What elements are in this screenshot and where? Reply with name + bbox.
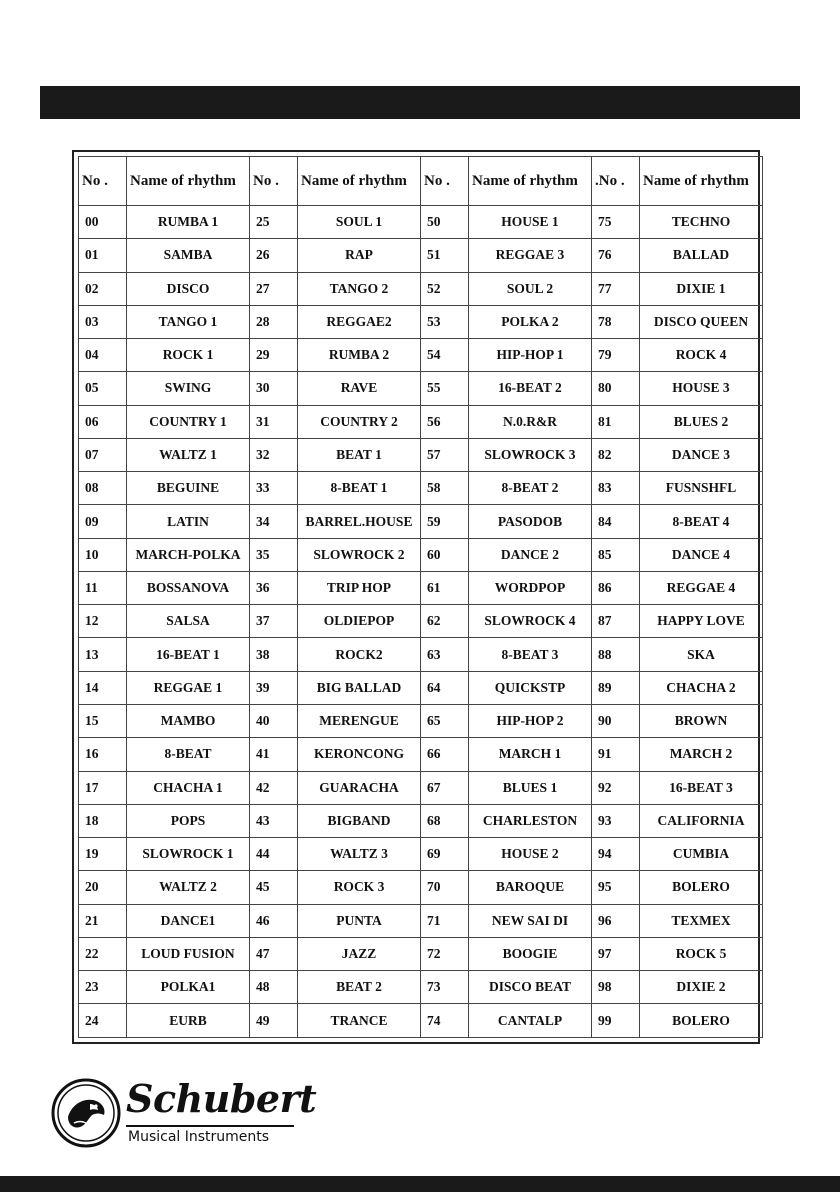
rhythm-number: 85	[592, 538, 640, 571]
rhythm-name: PUNTA	[298, 904, 421, 937]
rhythm-name: WALTZ 1	[127, 438, 250, 471]
rhythm-name: CHARLESTON	[469, 804, 592, 837]
table-row	[79, 438, 763, 471]
header-no: No .	[79, 157, 127, 206]
rhythm-number: 91	[592, 738, 640, 771]
rhythm-number: 27	[250, 272, 298, 305]
rhythm-number: 39	[250, 671, 298, 704]
rhythm-name: N.0.R&R	[469, 405, 592, 438]
table-row	[79, 937, 763, 970]
rhythm-number: 07	[79, 438, 127, 471]
rhythm-number: 28	[250, 305, 298, 338]
rhythm-number: 42	[250, 771, 298, 804]
rhythm-number: 76	[592, 239, 640, 272]
rhythm-name: CALIFORNIA	[640, 804, 763, 837]
rhythm-number: 38	[250, 638, 298, 671]
rhythm-name: WALTZ 3	[298, 838, 421, 871]
rhythm-name: REGGAE 4	[640, 571, 763, 604]
brand-wordmark: Schubert	[126, 1076, 317, 1121]
rhythm-number: 14	[79, 671, 127, 704]
brand-subtitle: Musical Instruments	[128, 1129, 270, 1145]
rhythm-number: 55	[421, 372, 469, 405]
rhythm-number: 01	[79, 239, 127, 272]
rhythm-number: 51	[421, 239, 469, 272]
rhythm-number: 83	[592, 472, 640, 505]
table-row	[79, 605, 763, 638]
rhythm-name: PASODOB	[469, 505, 592, 538]
table-row	[79, 239, 763, 272]
rhythm-name: POPS	[127, 804, 250, 837]
rhythm-name: ROCK 5	[640, 937, 763, 970]
rhythm-number: 72	[421, 937, 469, 970]
rhythm-name: SOUL 2	[469, 272, 592, 305]
footer-bar	[0, 1176, 840, 1192]
table-row	[79, 704, 763, 737]
rhythm-number: 05	[79, 372, 127, 405]
rhythm-number: 70	[421, 871, 469, 904]
rhythm-table-frame	[72, 150, 760, 1044]
rhythm-name: DANCE1	[127, 904, 250, 937]
rhythm-number: 69	[421, 838, 469, 871]
rhythm-number: 63	[421, 638, 469, 671]
rhythm-number: 61	[421, 571, 469, 604]
rhythm-number: 17	[79, 771, 127, 804]
rhythm-name: GUARACHA	[298, 771, 421, 804]
rhythm-name: SLOWROCK 3	[469, 438, 592, 471]
rhythm-number: 41	[250, 738, 298, 771]
rhythm-name: TRANCE	[298, 1004, 421, 1038]
rhythm-number: 80	[592, 372, 640, 405]
rhythm-number: 19	[79, 838, 127, 871]
table-row	[79, 339, 763, 372]
rhythm-number: 75	[592, 206, 640, 239]
rhythm-name: BALLAD	[640, 239, 763, 272]
rhythm-name: RUMBA 1	[127, 206, 250, 239]
rhythm-name: REGGAE 3	[469, 239, 592, 272]
rhythm-name: BLUES 1	[469, 771, 592, 804]
rhythm-number: 15	[79, 704, 127, 737]
rhythm-name: OLDIEPOP	[298, 605, 421, 638]
rhythm-name: COUNTRY 2	[298, 405, 421, 438]
rhythm-name: CANTALP	[469, 1004, 592, 1038]
header-no: No .	[421, 157, 469, 206]
rhythm-name: HAPPY LOVE	[640, 605, 763, 638]
table-row	[79, 1004, 763, 1038]
rhythm-number: 57	[421, 438, 469, 471]
rhythm-number: 87	[592, 605, 640, 638]
rhythm-number: 35	[250, 538, 298, 571]
rhythm-name: LOUD FUSION	[127, 937, 250, 970]
rhythm-name: SLOWROCK 1	[127, 838, 250, 871]
rhythm-number: 94	[592, 838, 640, 871]
rhythm-name: SKA	[640, 638, 763, 671]
rhythm-number: 64	[421, 671, 469, 704]
rhythm-number: 52	[421, 272, 469, 305]
header-name: Name of rhythm	[127, 157, 250, 206]
rhythm-number: 06	[79, 405, 127, 438]
table-row	[79, 871, 763, 904]
rhythm-number: 30	[250, 372, 298, 405]
rhythm-name: TANGO 1	[127, 305, 250, 338]
rhythm-name: EURB	[127, 1004, 250, 1038]
rhythm-name: 8-BEAT 4	[640, 505, 763, 538]
rhythm-number: 60	[421, 538, 469, 571]
rhythm-name: RAVE	[298, 372, 421, 405]
rhythm-number: 00	[79, 206, 127, 239]
rhythm-number: 47	[250, 937, 298, 970]
rhythm-number: 40	[250, 704, 298, 737]
rhythm-name: ROCK 4	[640, 339, 763, 372]
rhythm-number: 12	[79, 605, 127, 638]
rhythm-name: MARCH 2	[640, 738, 763, 771]
rhythm-number: 04	[79, 339, 127, 372]
rhythm-number: 09	[79, 505, 127, 538]
rhythm-number: 23	[79, 971, 127, 1004]
rhythm-name: BARREL.HOUSE	[298, 505, 421, 538]
rhythm-name: POLKA1	[127, 971, 250, 1004]
rhythm-number: 93	[592, 804, 640, 837]
rhythm-number: 84	[592, 505, 640, 538]
table-row	[79, 538, 763, 571]
table-row	[79, 838, 763, 871]
rhythm-name: POLKA 2	[469, 305, 592, 338]
rhythm-name: WORDPOP	[469, 571, 592, 604]
rhythm-name: BOOGIE	[469, 937, 592, 970]
rhythm-name: WALTZ 2	[127, 871, 250, 904]
rhythm-name: BEGUINE	[127, 472, 250, 505]
rhythm-name: TEXMEX	[640, 904, 763, 937]
rhythm-name: DANCE 2	[469, 538, 592, 571]
rhythm-name: TANGO 2	[298, 272, 421, 305]
rhythm-number: 50	[421, 206, 469, 239]
rhythm-number: 86	[592, 571, 640, 604]
rhythm-number: 32	[250, 438, 298, 471]
rhythm-name: DISCO	[127, 272, 250, 305]
rhythm-number: 97	[592, 937, 640, 970]
rhythm-number: 79	[592, 339, 640, 372]
rhythm-number: 65	[421, 704, 469, 737]
rhythm-name: HIP-HOP 1	[469, 339, 592, 372]
rhythm-name: JAZZ	[298, 937, 421, 970]
rhythm-number: 68	[421, 804, 469, 837]
table-row	[79, 472, 763, 505]
table-row	[79, 206, 763, 239]
rhythm-number: 90	[592, 704, 640, 737]
rhythm-number: 18	[79, 804, 127, 837]
rhythm-name: DISCO BEAT	[469, 971, 592, 1004]
rhythm-number: 81	[592, 405, 640, 438]
rhythm-number: 98	[592, 971, 640, 1004]
rhythm-name: REGGAE 1	[127, 671, 250, 704]
table-row	[79, 638, 763, 671]
rhythm-number: 48	[250, 971, 298, 1004]
rhythm-name: SWING	[127, 372, 250, 405]
rhythm-number: 22	[79, 937, 127, 970]
rhythm-number: 24	[79, 1004, 127, 1038]
rhythm-number: 82	[592, 438, 640, 471]
rhythm-name: 8-BEAT	[127, 738, 250, 771]
rhythm-name: SOUL 1	[298, 206, 421, 239]
table-row	[79, 771, 763, 804]
rhythm-number: 59	[421, 505, 469, 538]
rhythm-number: 16	[79, 738, 127, 771]
rhythm-table	[78, 156, 763, 1038]
rhythm-name: SAMBA	[127, 239, 250, 272]
rhythm-number: 92	[592, 771, 640, 804]
rhythm-name: DIXIE 2	[640, 971, 763, 1004]
table-row	[79, 971, 763, 1004]
rhythm-name: CHACHA 1	[127, 771, 250, 804]
rhythm-name: 8-BEAT 1	[298, 472, 421, 505]
rhythm-number: 11	[79, 571, 127, 604]
rhythm-name: QUICKSTP	[469, 671, 592, 704]
rhythm-number: 99	[592, 1004, 640, 1038]
rhythm-table-body	[79, 206, 763, 1038]
rhythm-name: HOUSE 3	[640, 372, 763, 405]
rhythm-number: 58	[421, 472, 469, 505]
rhythm-name: DANCE 3	[640, 438, 763, 471]
brand-logo	[50, 1076, 317, 1149]
rhythm-name: BAROQUE	[469, 871, 592, 904]
table-row	[79, 505, 763, 538]
rhythm-number: 96	[592, 904, 640, 937]
rhythm-number: 03	[79, 305, 127, 338]
rhythm-number: 62	[421, 605, 469, 638]
rhythm-number: 95	[592, 871, 640, 904]
rhythm-number: 74	[421, 1004, 469, 1038]
rhythm-name: RAP	[298, 239, 421, 272]
rhythm-number: 34	[250, 505, 298, 538]
rhythm-number: 78	[592, 305, 640, 338]
header-no: No .	[250, 157, 298, 206]
header-name: Name of rhythm	[298, 157, 421, 206]
rhythm-name: TECHNO	[640, 206, 763, 239]
rhythm-number: 53	[421, 305, 469, 338]
header-bar	[40, 86, 800, 119]
rhythm-number: 56	[421, 405, 469, 438]
rhythm-number: 29	[250, 339, 298, 372]
rhythm-name: 8-BEAT 3	[469, 638, 592, 671]
rhythm-number: 89	[592, 671, 640, 704]
rhythm-name: KERONCONG	[298, 738, 421, 771]
rhythm-name: HOUSE 2	[469, 838, 592, 871]
rhythm-name: BOLERO	[640, 871, 763, 904]
rhythm-number: 46	[250, 904, 298, 937]
rhythm-name: BOLERO	[640, 1004, 763, 1038]
rhythm-number: 43	[250, 804, 298, 837]
rhythm-name: BIG BALLAD	[298, 671, 421, 704]
rhythm-name: DIXIE 1	[640, 272, 763, 305]
rhythm-name: 16-BEAT 3	[640, 771, 763, 804]
rhythm-number: 33	[250, 472, 298, 505]
rhythm-name: DANCE 4	[640, 538, 763, 571]
bird-emblem-icon	[50, 1077, 122, 1149]
rhythm-number: 66	[421, 738, 469, 771]
brand-rule	[126, 1125, 294, 1127]
rhythm-number: 10	[79, 538, 127, 571]
rhythm-name: BOSSANOVA	[127, 571, 250, 604]
rhythm-number: 13	[79, 638, 127, 671]
rhythm-name: NEW SAI DI	[469, 904, 592, 937]
rhythm-name: MAMBO	[127, 704, 250, 737]
rhythm-name: COUNTRY 1	[127, 405, 250, 438]
rhythm-number: 45	[250, 871, 298, 904]
rhythm-name: SLOWROCK 4	[469, 605, 592, 638]
table-row	[79, 904, 763, 937]
table-row	[79, 405, 763, 438]
rhythm-number: 08	[79, 472, 127, 505]
rhythm-name: MARCH-POLKA	[127, 538, 250, 571]
rhythm-number: 26	[250, 239, 298, 272]
rhythm-number: 49	[250, 1004, 298, 1038]
rhythm-name: CUMBIA	[640, 838, 763, 871]
rhythm-name: TRIP HOP	[298, 571, 421, 604]
rhythm-number: 36	[250, 571, 298, 604]
header-name: Name of rhythm	[469, 157, 592, 206]
rhythm-name: SLOWROCK 2	[298, 538, 421, 571]
rhythm-number: 37	[250, 605, 298, 638]
rhythm-number: 67	[421, 771, 469, 804]
rhythm-number: 77	[592, 272, 640, 305]
rhythm-number: 21	[79, 904, 127, 937]
rhythm-name: HOUSE 1	[469, 206, 592, 239]
rhythm-number: 73	[421, 971, 469, 1004]
rhythm-name: ROCK 3	[298, 871, 421, 904]
rhythm-number: 25	[250, 206, 298, 239]
rhythm-name: REGGAE2	[298, 305, 421, 338]
table-row	[79, 272, 763, 305]
table-header-row	[79, 157, 763, 206]
rhythm-name: ROCK2	[298, 638, 421, 671]
rhythm-name: BLUES 2	[640, 405, 763, 438]
rhythm-name: MERENGUE	[298, 704, 421, 737]
rhythm-name: 16-BEAT 2	[469, 372, 592, 405]
rhythm-number: 20	[79, 871, 127, 904]
table-row	[79, 372, 763, 405]
rhythm-name: CHACHA 2	[640, 671, 763, 704]
rhythm-name: FUSNSHFL	[640, 472, 763, 505]
rhythm-name: 8-BEAT 2	[469, 472, 592, 505]
rhythm-name: SALSA	[127, 605, 250, 638]
rhythm-number: 44	[250, 838, 298, 871]
table-row	[79, 305, 763, 338]
rhythm-name: BROWN	[640, 704, 763, 737]
rhythm-name: BEAT 1	[298, 438, 421, 471]
rhythm-number: 31	[250, 405, 298, 438]
rhythm-number: 02	[79, 272, 127, 305]
rhythm-number: 71	[421, 904, 469, 937]
table-row	[79, 738, 763, 771]
table-row	[79, 671, 763, 704]
rhythm-number: 88	[592, 638, 640, 671]
rhythm-name: 16-BEAT 1	[127, 638, 250, 671]
rhythm-name: MARCH 1	[469, 738, 592, 771]
rhythm-name: BEAT 2	[298, 971, 421, 1004]
rhythm-name: ROCK 1	[127, 339, 250, 372]
rhythm-name: LATIN	[127, 505, 250, 538]
rhythm-name: RUMBA 2	[298, 339, 421, 372]
header-name: Name of rhythm	[640, 157, 763, 206]
rhythm-name: DISCO QUEEN	[640, 305, 763, 338]
rhythm-name: HIP-HOP 2	[469, 704, 592, 737]
rhythm-name: BIGBAND	[298, 804, 421, 837]
table-row	[79, 571, 763, 604]
rhythm-number: 54	[421, 339, 469, 372]
header-no: .No .	[592, 157, 640, 206]
table-row	[79, 804, 763, 837]
